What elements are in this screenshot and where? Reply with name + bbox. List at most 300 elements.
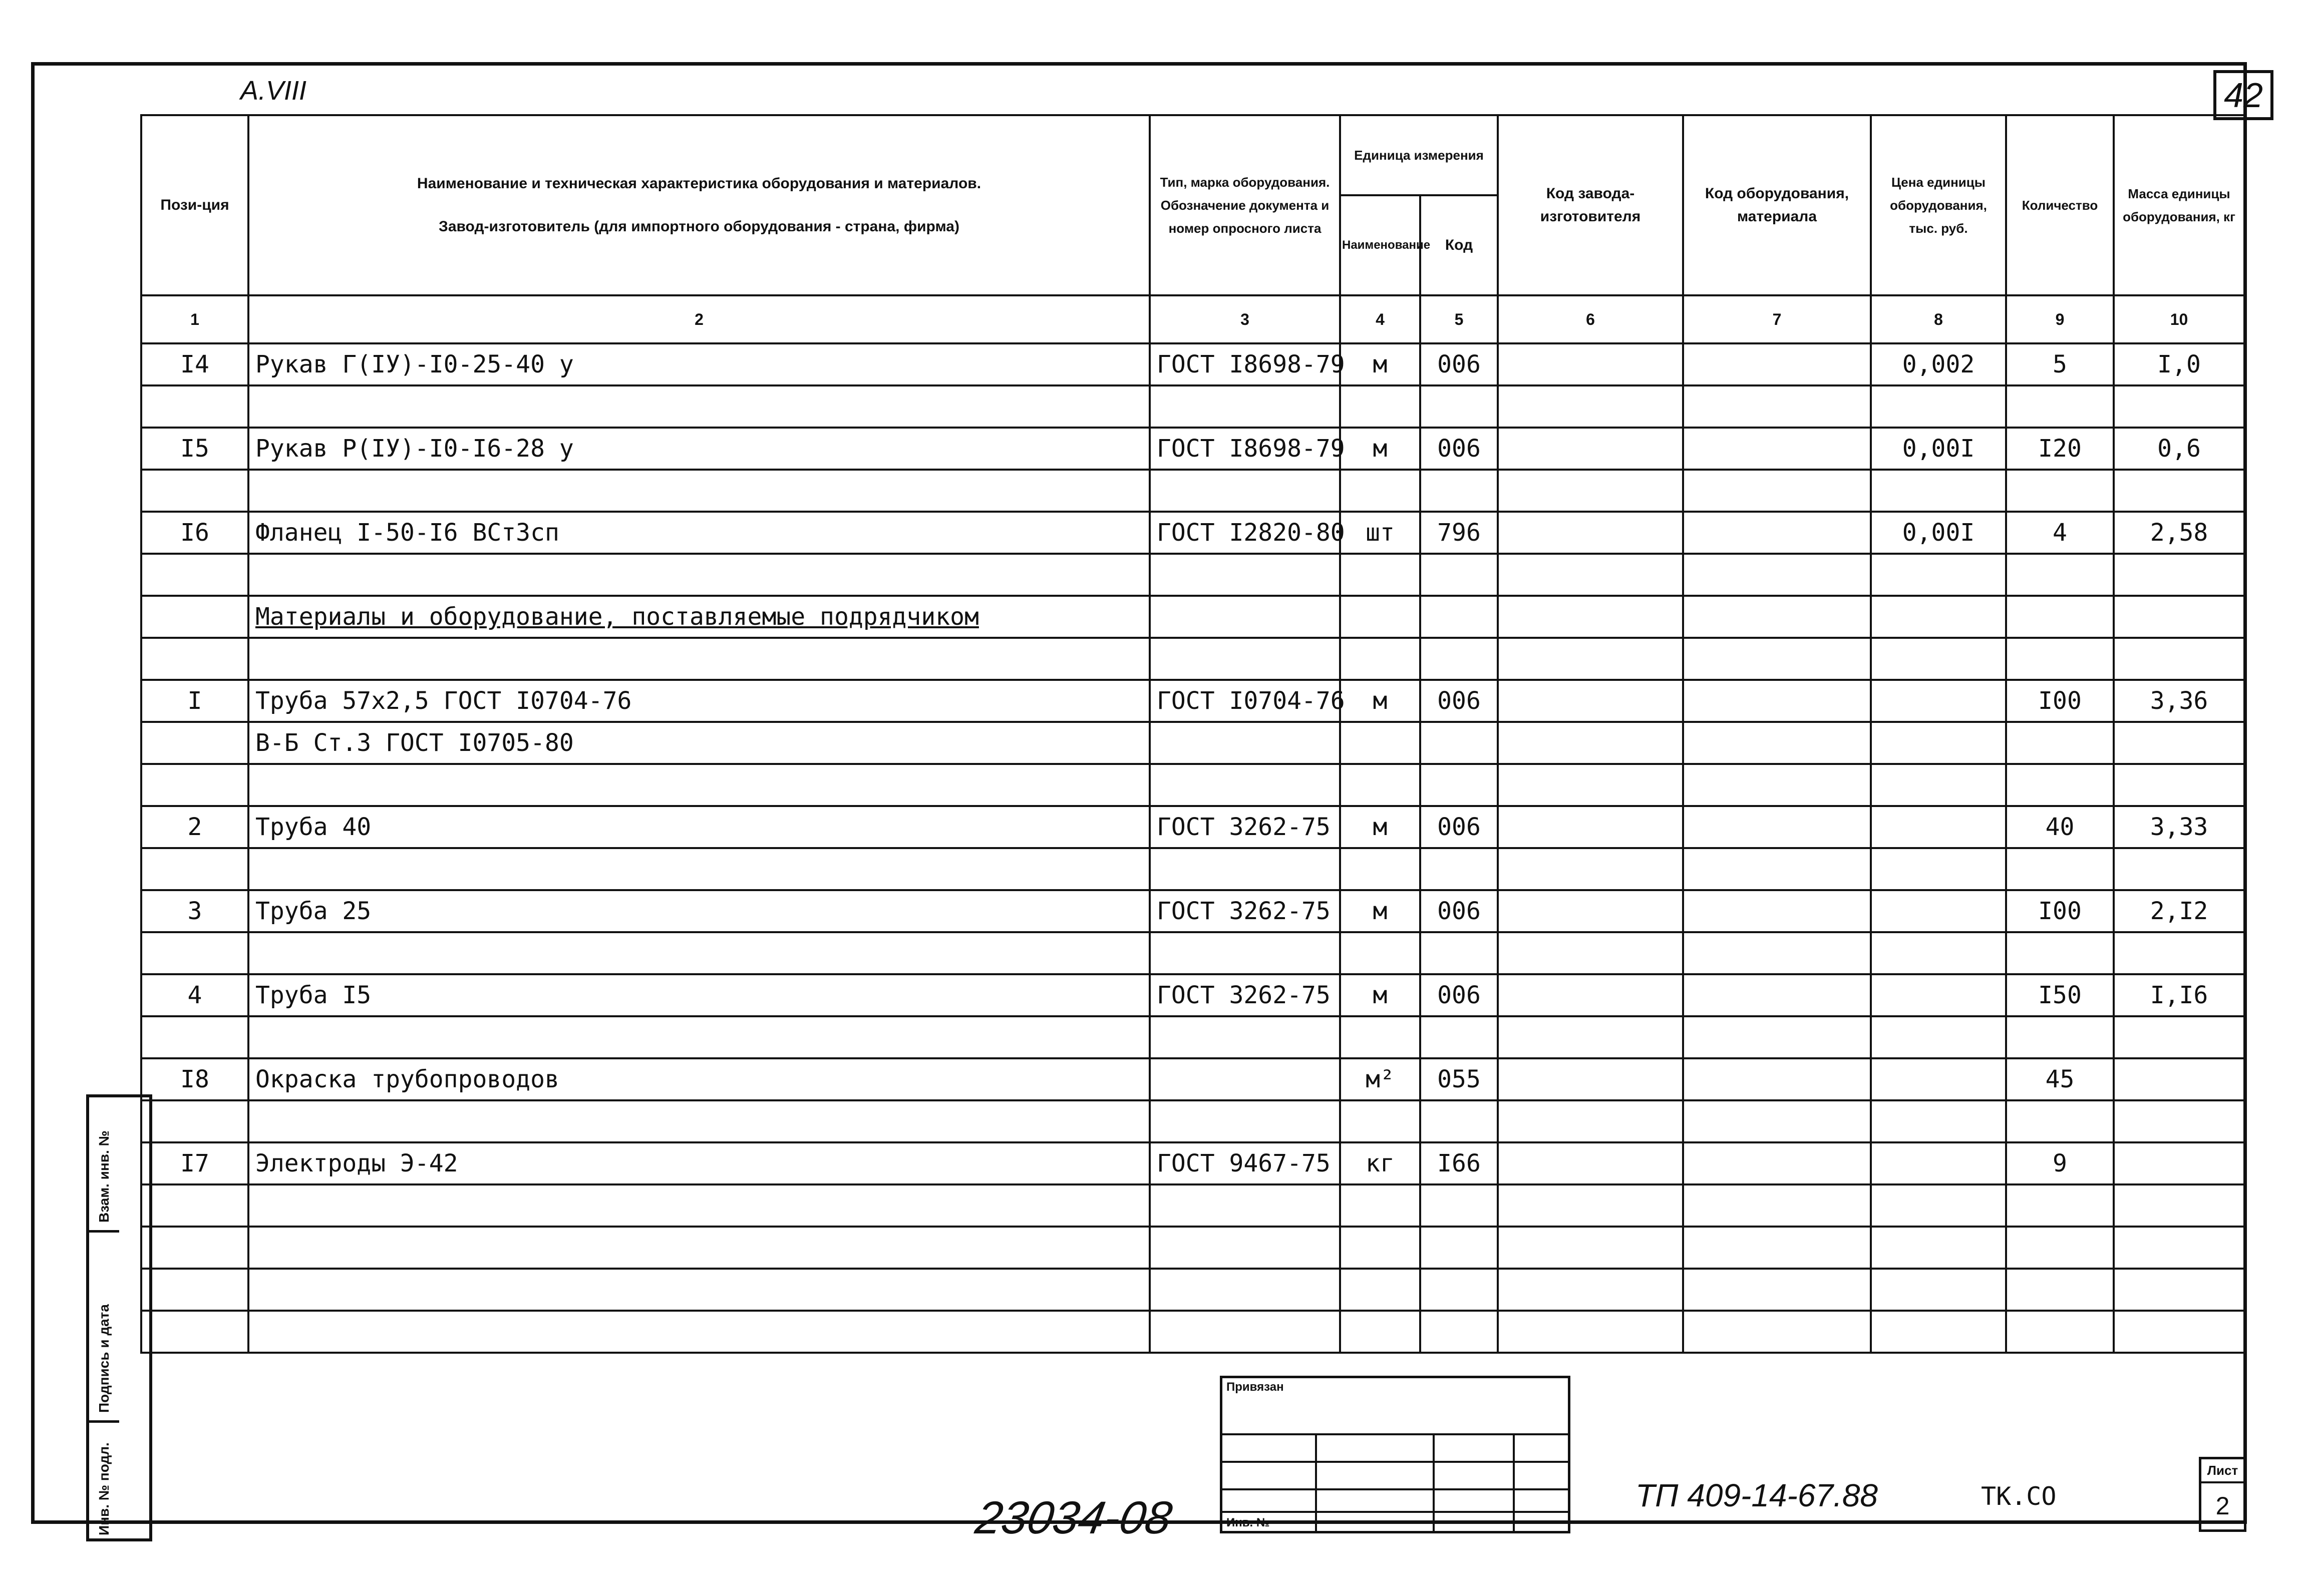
cell-unit — [1340, 1184, 1420, 1227]
cell-document — [1150, 1016, 1340, 1058]
cell-equipment-code — [1683, 890, 1871, 932]
table-row — [141, 343, 2244, 385]
cell-mass — [2114, 1311, 2244, 1353]
cell-factory-code — [1498, 1311, 1683, 1353]
cell-position: 2 — [141, 806, 248, 848]
cell-price — [1871, 974, 2006, 1016]
stamp-rule — [1315, 1433, 1317, 1533]
cell-unit-code — [1420, 932, 1498, 974]
cell-position: I4 — [141, 343, 248, 385]
cell-document: ГОСТ I2820-80 — [1150, 512, 1340, 554]
cell-quantity — [2006, 848, 2114, 890]
cell-unit — [1340, 1016, 1420, 1058]
header-unit-name: Наименование — [1340, 195, 1420, 295]
cell-unit-code: 006 — [1420, 974, 1498, 1016]
cell-equipment-code — [1683, 385, 1871, 428]
stamp-rule — [1222, 1511, 1568, 1513]
cell-unit — [1340, 722, 1420, 764]
cell-unit-code: 055 — [1420, 1058, 1498, 1100]
cell-name: Электроды Э-42 — [248, 1142, 1150, 1184]
cell-quantity — [2006, 554, 2114, 596]
table-row — [141, 596, 2244, 638]
table-row — [141, 1311, 2244, 1353]
cell-quantity — [2006, 1100, 2114, 1142]
cell-equipment-code — [1683, 764, 1871, 806]
cell-price — [1871, 554, 2006, 596]
handwritten-number: 23034-08 — [972, 1492, 1176, 1543]
cell-factory-code — [1498, 764, 1683, 806]
cell-name — [248, 1269, 1150, 1311]
cell-unit — [1340, 638, 1420, 680]
cell-unit: кг — [1340, 1142, 1420, 1184]
cell-document — [1150, 1269, 1340, 1311]
sheet-mark-top: А.VIII — [240, 76, 307, 106]
cell-name: Рукав Р(IУ)-I0-I6-28 у — [248, 428, 1150, 470]
cell-name — [248, 764, 1150, 806]
cell-document — [1150, 1058, 1340, 1100]
page-number: 42 — [2213, 70, 2273, 120]
cell-name: Труба 57х2,5 ГОСТ I0704-76 — [248, 680, 1150, 722]
cell-equipment-code — [1683, 932, 1871, 974]
cell-quantity — [2006, 722, 2114, 764]
cell-factory-code — [1498, 1184, 1683, 1227]
cell-name: Труба 40 — [248, 806, 1150, 848]
cell-factory-code — [1498, 343, 1683, 385]
cell-document — [1150, 385, 1340, 428]
cell-price — [1871, 385, 2006, 428]
cell-document — [1150, 1311, 1340, 1353]
table-row — [141, 1058, 2244, 1100]
cell-document — [1150, 1100, 1340, 1142]
cell-name: В-Б Ст.3 ГОСТ I0705-80 — [248, 722, 1150, 764]
cell-mass — [2114, 385, 2244, 428]
cell-quantity — [2006, 1311, 2114, 1353]
table-row — [141, 848, 2244, 890]
table-row — [141, 806, 2244, 848]
cell-unit: шт — [1340, 512, 1420, 554]
cell-price — [1871, 764, 2006, 806]
cell-equipment-code — [1683, 512, 1871, 554]
cell-name — [248, 932, 1150, 974]
cell-quantity: 4 — [2006, 512, 2114, 554]
cell-price — [1871, 806, 2006, 848]
stamp-rule — [1513, 1433, 1515, 1533]
header-quantity: Количество — [2006, 115, 2114, 295]
cell-unit — [1340, 1269, 1420, 1311]
cell-mass — [2114, 722, 2244, 764]
cell-equipment-code — [1683, 1311, 1871, 1353]
cell-factory-code — [1498, 1058, 1683, 1100]
cell-equipment-code — [1683, 1269, 1871, 1311]
cell-quantity: 5 — [2006, 343, 2114, 385]
col-num: 2 — [248, 295, 1150, 343]
cell-name: Труба 25 — [248, 890, 1150, 932]
cell-factory-code — [1498, 1100, 1683, 1142]
stamp-inv-no: Инв. № — [1226, 1516, 1270, 1529]
cell-position: I8 — [141, 1058, 248, 1100]
cell-name — [248, 848, 1150, 890]
cell-position — [141, 1184, 248, 1227]
cell-quantity — [2006, 1227, 2114, 1269]
cell-price — [1871, 1227, 2006, 1269]
cell-unit-code — [1420, 596, 1498, 638]
cell-document — [1150, 932, 1340, 974]
cell-unit — [1340, 554, 1420, 596]
cell-factory-code — [1498, 1269, 1683, 1311]
cell-equipment-code — [1683, 1016, 1871, 1058]
cell-mass — [2114, 1142, 2244, 1184]
cell-document — [1150, 638, 1340, 680]
cell-mass — [2114, 1058, 2244, 1100]
table-row — [141, 1142, 2244, 1184]
document-mark: ТК.СО — [1981, 1482, 2057, 1511]
table-body — [141, 343, 2244, 1353]
table-row — [141, 1269, 2244, 1311]
cell-unit-code — [1420, 1227, 1498, 1269]
table-row — [141, 932, 2244, 974]
cell-unit — [1340, 385, 1420, 428]
cell-mass — [2114, 1016, 2244, 1058]
stamp-rule — [1222, 1488, 1568, 1490]
cell-position: I6 — [141, 512, 248, 554]
cell-unit-code: 006 — [1420, 680, 1498, 722]
header-position: Пози-ция — [141, 115, 248, 295]
cell-equipment-code — [1683, 554, 1871, 596]
sheet-label: Лист — [2201, 1459, 2244, 1483]
cell-name — [248, 470, 1150, 512]
table-row — [141, 385, 2244, 428]
cell-factory-code — [1498, 428, 1683, 470]
cell-mass: 3,33 — [2114, 806, 2244, 848]
cell-position: I — [141, 680, 248, 722]
table-row — [141, 974, 2244, 1016]
cell-unit-code — [1420, 1016, 1498, 1058]
cell-position — [141, 385, 248, 428]
cell-unit: м — [1340, 890, 1420, 932]
cell-unit: м — [1340, 343, 1420, 385]
cell-unit-code — [1420, 385, 1498, 428]
cell-unit-code — [1420, 848, 1498, 890]
cell-document — [1150, 1227, 1340, 1269]
header-type: Тип, марка оборудования. Обозначение документа и номер опросного листа — [1150, 115, 1340, 295]
cell-position — [141, 1227, 248, 1269]
cell-quantity — [2006, 1269, 2114, 1311]
cell-document — [1150, 764, 1340, 806]
cell-factory-code — [1498, 680, 1683, 722]
cell-equipment-code — [1683, 1227, 1871, 1269]
cell-factory-code — [1498, 1142, 1683, 1184]
cell-mass — [2114, 764, 2244, 806]
cell-quantity — [2006, 596, 2114, 638]
cell-document: ГОСТ 3262-75 — [1150, 974, 1340, 1016]
cell-mass — [2114, 932, 2244, 974]
cell-equipment-code — [1683, 722, 1871, 764]
cell-unit-code: 796 — [1420, 512, 1498, 554]
cell-price — [1871, 470, 2006, 512]
header-unit-code: Код — [1420, 195, 1498, 295]
cell-unit-code: 006 — [1420, 343, 1498, 385]
cell-name: Труба I5 — [248, 974, 1150, 1016]
cell-name — [248, 385, 1150, 428]
cell-position — [141, 596, 248, 638]
cell-name — [248, 1311, 1150, 1353]
binding-stamp — [1220, 1376, 1570, 1533]
cell-position — [141, 1100, 248, 1142]
cell-position: I5 — [141, 428, 248, 470]
cell-unit-code — [1420, 638, 1498, 680]
table-row — [141, 1100, 2244, 1142]
cell-price — [1871, 680, 2006, 722]
cell-unit-code — [1420, 1100, 1498, 1142]
cell-quantity: 45 — [2006, 1058, 2114, 1100]
cell-document — [1150, 554, 1340, 596]
cell-quantity: I00 — [2006, 680, 2114, 722]
col-num: 5 — [1420, 295, 1498, 343]
sheet-number: 2 — [2215, 1492, 2230, 1520]
cell-position — [141, 554, 248, 596]
cell-factory-code — [1498, 470, 1683, 512]
sidebar-podpis-data: Подпись и дата — [96, 1304, 112, 1413]
cell-factory-code — [1498, 385, 1683, 428]
cell-quantity — [2006, 764, 2114, 806]
cell-position — [141, 932, 248, 974]
header-name — [248, 115, 1150, 295]
cell-factory-code — [1498, 1016, 1683, 1058]
cell-name — [248, 638, 1150, 680]
cell-mass: 2,I2 — [2114, 890, 2244, 932]
cell-name — [248, 554, 1150, 596]
table-row — [141, 764, 2244, 806]
cell-quantity: I50 — [2006, 974, 2114, 1016]
cell-mass — [2114, 1269, 2244, 1311]
cell-unit: м — [1340, 680, 1420, 722]
cell-position: 4 — [141, 974, 248, 1016]
cell-unit — [1340, 848, 1420, 890]
cell-unit-code: 006 — [1420, 806, 1498, 848]
cell-unit — [1340, 932, 1420, 974]
cell-quantity: 40 — [2006, 806, 2114, 848]
cell-document — [1150, 1184, 1340, 1227]
cell-equipment-code — [1683, 806, 1871, 848]
cell-unit — [1340, 470, 1420, 512]
cell-quantity — [2006, 1016, 2114, 1058]
cell-unit: м² — [1340, 1058, 1420, 1100]
cell-unit-code — [1420, 554, 1498, 596]
header-name-line2: Завод-изготовитель (для импортного оборудования - страна, фирма) — [439, 218, 959, 235]
cell-unit-code — [1420, 722, 1498, 764]
cell-unit-code — [1420, 1269, 1498, 1311]
cell-document: ГОСТ 9467-75 — [1150, 1142, 1340, 1184]
cell-price — [1871, 932, 2006, 974]
cell-mass — [2114, 1227, 2244, 1269]
cell-factory-code — [1498, 806, 1683, 848]
cell-factory-code — [1498, 890, 1683, 932]
cell-mass — [2114, 470, 2244, 512]
cell-equipment-code — [1683, 596, 1871, 638]
cell-equipment-code — [1683, 974, 1871, 1016]
cell-position: 3 — [141, 890, 248, 932]
cell-position — [141, 1311, 248, 1353]
header-equipment-code: Код оборудования, материала — [1683, 115, 1871, 295]
cell-factory-code — [1498, 512, 1683, 554]
cell-factory-code — [1498, 1227, 1683, 1269]
cell-mass: I,0 — [2114, 343, 2244, 385]
cell-document — [1150, 722, 1340, 764]
cell-equipment-code — [1683, 1142, 1871, 1184]
cell-price — [1871, 848, 2006, 890]
table-row — [141, 680, 2244, 722]
table-row — [141, 1184, 2244, 1227]
cell-unit-code: 006 — [1420, 890, 1498, 932]
col-num: 10 — [2114, 295, 2244, 343]
cell-price: 0,00I — [1871, 512, 2006, 554]
cell-mass — [2114, 554, 2244, 596]
cell-name: Рукав Г(IУ)-I0-25-40 у — [248, 343, 1150, 385]
cell-unit — [1340, 596, 1420, 638]
cell-factory-code — [1498, 554, 1683, 596]
cell-position: I7 — [141, 1142, 248, 1184]
sheet-box — [2199, 1457, 2246, 1532]
col-num: 8 — [1871, 295, 2006, 343]
title-block — [1570, 1457, 2246, 1532]
cell-mass — [2114, 1184, 2244, 1227]
header-name-line1: Наименование и техническая характеристика оборудования и материалов. — [417, 175, 981, 192]
cell-equipment-code — [1683, 1058, 1871, 1100]
cell-mass: 2,58 — [2114, 512, 2244, 554]
cell-factory-code — [1498, 722, 1683, 764]
cell-quantity — [2006, 1184, 2114, 1227]
cell-factory-code — [1498, 974, 1683, 1016]
cell-equipment-code — [1683, 638, 1871, 680]
cell-factory-code — [1498, 638, 1683, 680]
project-code: ТП 409-14-67.88 — [1635, 1477, 1878, 1513]
header-mass: Масса единицы оборудования, кг — [2114, 115, 2244, 295]
cell-unit-code — [1420, 1184, 1498, 1227]
table-row — [141, 554, 2244, 596]
cell-unit — [1340, 1227, 1420, 1269]
table-row — [141, 890, 2244, 932]
cell-factory-code — [1498, 932, 1683, 974]
cell-document — [1150, 470, 1340, 512]
col-num: 9 — [2006, 295, 2114, 343]
cell-price — [1871, 1100, 2006, 1142]
cell-document: ГОСТ I0704-76 — [1150, 680, 1340, 722]
cell-quantity — [2006, 638, 2114, 680]
cell-document: ГОСТ I8698-79 — [1150, 428, 1340, 470]
cell-name — [248, 1016, 1150, 1058]
cell-price — [1871, 1016, 2006, 1058]
cell-equipment-code — [1683, 1100, 1871, 1142]
cell-position — [141, 848, 248, 890]
cell-name: Окраска трубопроводов — [248, 1058, 1150, 1100]
table-row — [141, 1227, 2244, 1269]
cell-price — [1871, 890, 2006, 932]
cell-price — [1871, 1311, 2006, 1353]
cell-unit: м — [1340, 974, 1420, 1016]
cell-equipment-code — [1683, 680, 1871, 722]
cell-unit — [1340, 1100, 1420, 1142]
cell-equipment-code — [1683, 848, 1871, 890]
cell-position — [141, 764, 248, 806]
cell-quantity — [2006, 932, 2114, 974]
table-row — [141, 722, 2244, 764]
cell-unit-code — [1420, 470, 1498, 512]
cell-document: ГОСТ 3262-75 — [1150, 806, 1340, 848]
cell-position — [141, 1269, 248, 1311]
cell-unit — [1340, 764, 1420, 806]
cell-mass — [2114, 1100, 2244, 1142]
sidebar-cell-inv — [89, 1423, 119, 1539]
cell-unit — [1340, 1311, 1420, 1353]
cell-name — [248, 1100, 1150, 1142]
cell-unit-code: I66 — [1420, 1142, 1498, 1184]
cell-quantity — [2006, 470, 2114, 512]
cell-equipment-code — [1683, 428, 1871, 470]
cell-position — [141, 470, 248, 512]
stamp-rule — [1433, 1433, 1435, 1533]
cell-price: 0,00I — [1871, 428, 2006, 470]
stamp-rule — [1222, 1461, 1568, 1463]
cell-price: 0,002 — [1871, 343, 2006, 385]
cell-position — [141, 722, 248, 764]
cell-quantity — [2006, 385, 2114, 428]
stamp-rule — [1222, 1433, 1568, 1435]
cell-unit-code — [1420, 1311, 1498, 1353]
sidebar-cell-vzam — [89, 1097, 119, 1233]
table-row — [141, 428, 2244, 470]
cell-quantity: 9 — [2006, 1142, 2114, 1184]
cell-factory-code — [1498, 848, 1683, 890]
col-num: 3 — [1150, 295, 1340, 343]
cell-unit-code: 006 — [1420, 428, 1498, 470]
cell-price — [1871, 638, 2006, 680]
table-row — [141, 470, 2244, 512]
table-row — [141, 638, 2244, 680]
cell-mass: 0,6 — [2114, 428, 2244, 470]
sidebar-vzam-inv: Взам. инв. № — [96, 1130, 112, 1223]
cell-equipment-code — [1683, 343, 1871, 385]
col-num: 7 — [1683, 295, 1871, 343]
column-number-row — [141, 295, 2244, 343]
cell-price — [1871, 1058, 2006, 1100]
cell-unit: м — [1340, 428, 1420, 470]
sidebar-cell-podpis — [89, 1233, 119, 1423]
cell-price — [1871, 1184, 2006, 1227]
cell-price — [1871, 1269, 2006, 1311]
cell-name: Материалы и оборудование, поставляемые подрядчиком — [248, 596, 1150, 638]
cell-unit-code — [1420, 764, 1498, 806]
cell-document: ГОСТ 3262-75 — [1150, 890, 1340, 932]
cell-mass: 3,36 — [2114, 680, 2244, 722]
header-factory-code: Код завода-изготовителя — [1498, 115, 1683, 295]
cell-equipment-code — [1683, 470, 1871, 512]
cell-mass: I,I6 — [2114, 974, 2244, 1016]
table-row — [141, 1016, 2244, 1058]
header-price: Цена единицы оборудования, тыс. руб. — [1871, 115, 2006, 295]
cell-mass — [2114, 638, 2244, 680]
cell-price — [1871, 722, 2006, 764]
cell-price — [1871, 1142, 2006, 1184]
left-margin-stamp — [86, 1094, 152, 1541]
header-unit: Единица измерения — [1340, 115, 1498, 195]
cell-mass — [2114, 848, 2244, 890]
cell-position — [141, 638, 248, 680]
col-num: 6 — [1498, 295, 1683, 343]
cell-document — [1150, 848, 1340, 890]
table-row — [141, 512, 2244, 554]
sidebar-inv-podl: Инв. № подл. — [96, 1442, 112, 1535]
specification-table — [140, 114, 2245, 1354]
